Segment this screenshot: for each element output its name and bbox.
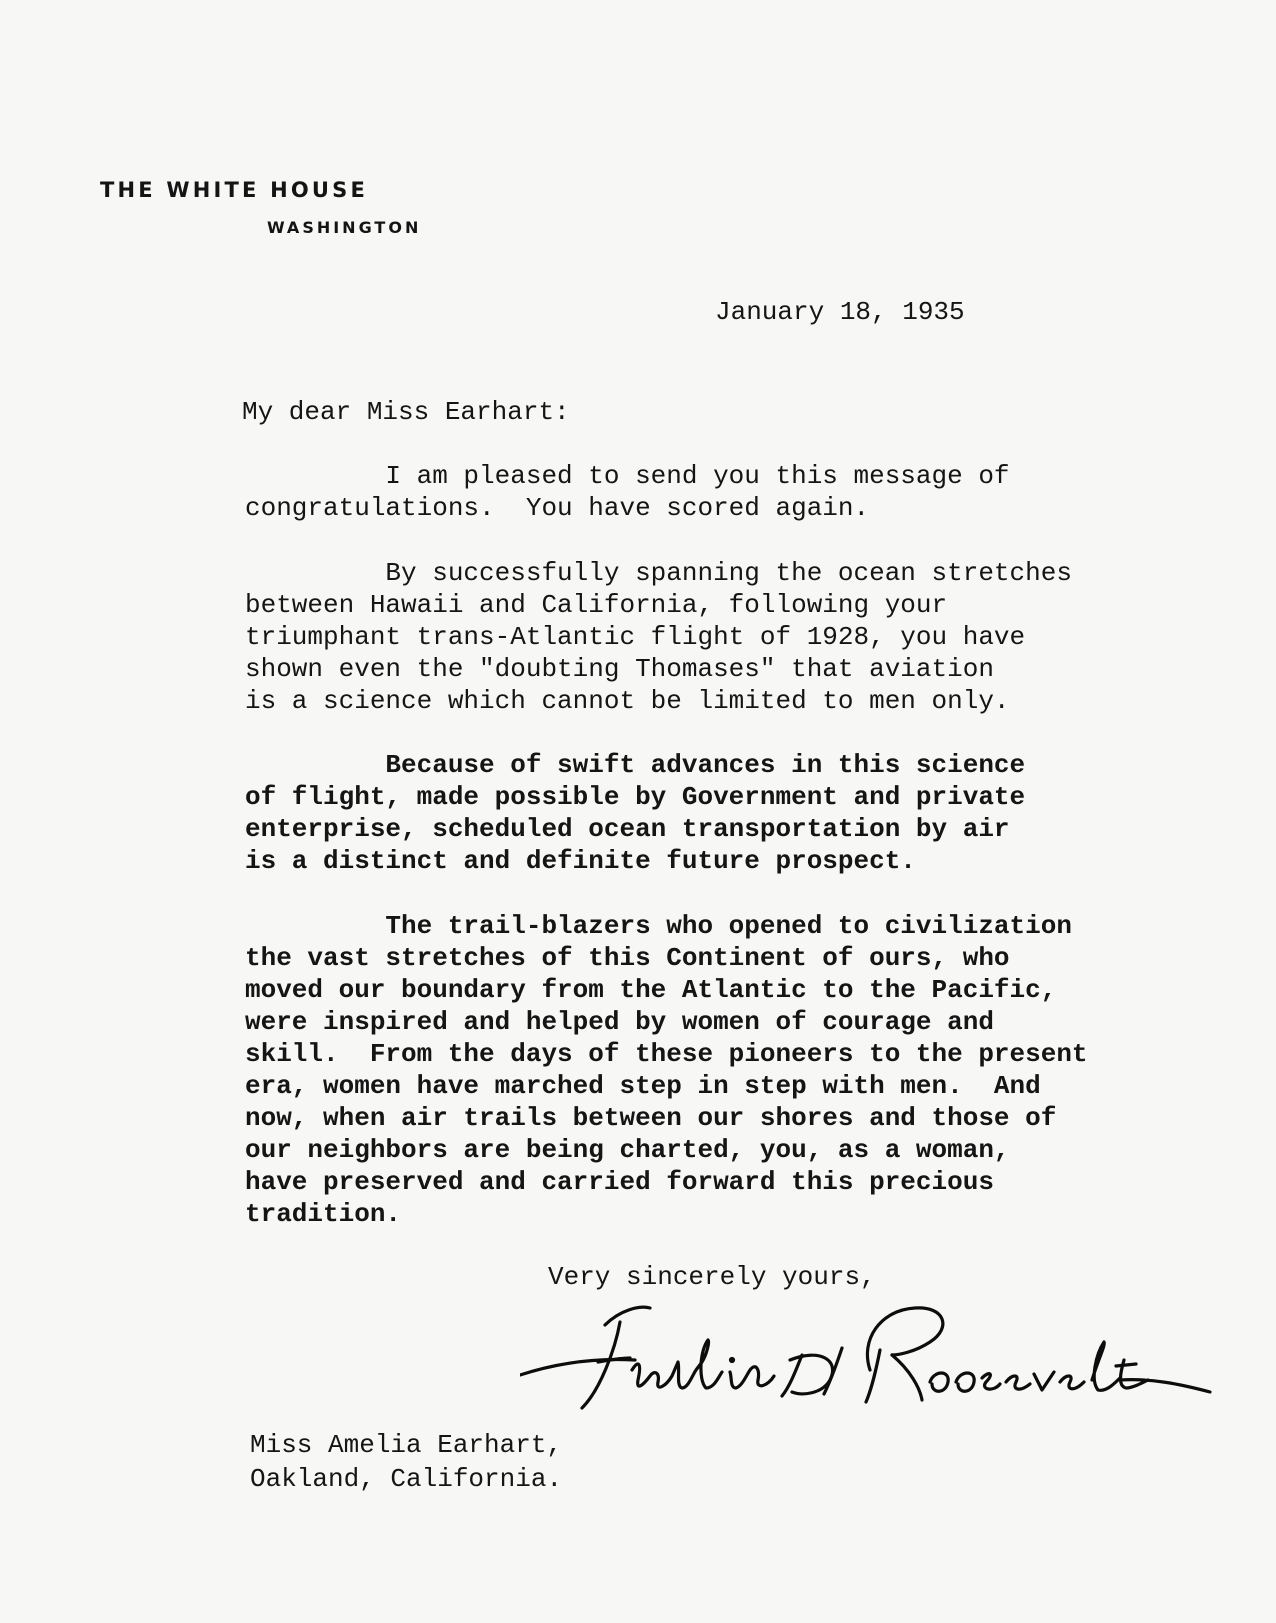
paragraph-4	[245, 910, 1088, 1230]
paragraph-line: moved our boundary from the Atlantic to the Pacific,	[245, 975, 1057, 1005]
addressee	[250, 1428, 562, 1496]
paragraph-line: between Hawaii and California, following your	[245, 590, 948, 620]
paragraph-line: congratulations. You have scored again.	[245, 493, 870, 523]
letterhead-city: WASHINGTON	[267, 218, 422, 237]
paragraph-line: era, women have marched step in step with men. And	[245, 1071, 1041, 1101]
paragraph-line: were inspired and helped by women of courage and	[245, 1007, 994, 1037]
closing: Very sincerely yours,	[548, 1262, 876, 1292]
addressee-line: Miss Amelia Earhart,	[250, 1430, 563, 1460]
paragraph-line: skill. From the days of these pioneers to the present	[245, 1039, 1088, 1069]
paragraph-line: triumphant trans-Atlantic flight of 1928, you have	[245, 622, 1026, 652]
paragraph-1	[245, 460, 1010, 524]
paragraph-line: Because of swift advances in this science	[245, 750, 1026, 780]
paragraph-line: enterprise, scheduled ocean transportation by air	[245, 814, 1010, 844]
paragraph-line: tradition.	[245, 1199, 402, 1229]
paragraph-line: The trail-blazers who opened to civilization	[245, 911, 1072, 941]
paragraph-2	[245, 557, 1072, 717]
paragraph-line: is a distinct and definite future prospect.	[245, 846, 916, 876]
paragraph-line: our neighbors are being charted, you, as a woman,	[245, 1135, 1010, 1165]
paragraph-line: By successfully spanning the ocean stretches	[245, 558, 1072, 588]
addressee-line: Oakland, California.	[250, 1464, 563, 1494]
paragraph-line: of flight, made possible by Government and private	[245, 782, 1026, 812]
paragraph-line: now, when air trails between our shores and those of	[245, 1103, 1057, 1133]
paragraph-line: I am pleased to send you this message of	[245, 461, 1010, 491]
paragraph-3	[245, 749, 1025, 877]
letterhead-title: THE WHITE HOUSE	[100, 178, 369, 202]
paragraph-line: have preserved and carried forward this precious	[245, 1167, 994, 1197]
paragraph-line: shown even the "doubting Thomases" that aviation	[245, 654, 994, 684]
paragraph-line: the vast stretches of this Continent of ours, who	[245, 943, 1010, 973]
paragraph-line: is a science which cannot be limited to men only.	[245, 686, 1010, 716]
salutation: My dear Miss Earhart:	[242, 397, 570, 427]
letter-date: January 18, 1935	[715, 297, 965, 327]
signature	[520, 1300, 1220, 1440]
